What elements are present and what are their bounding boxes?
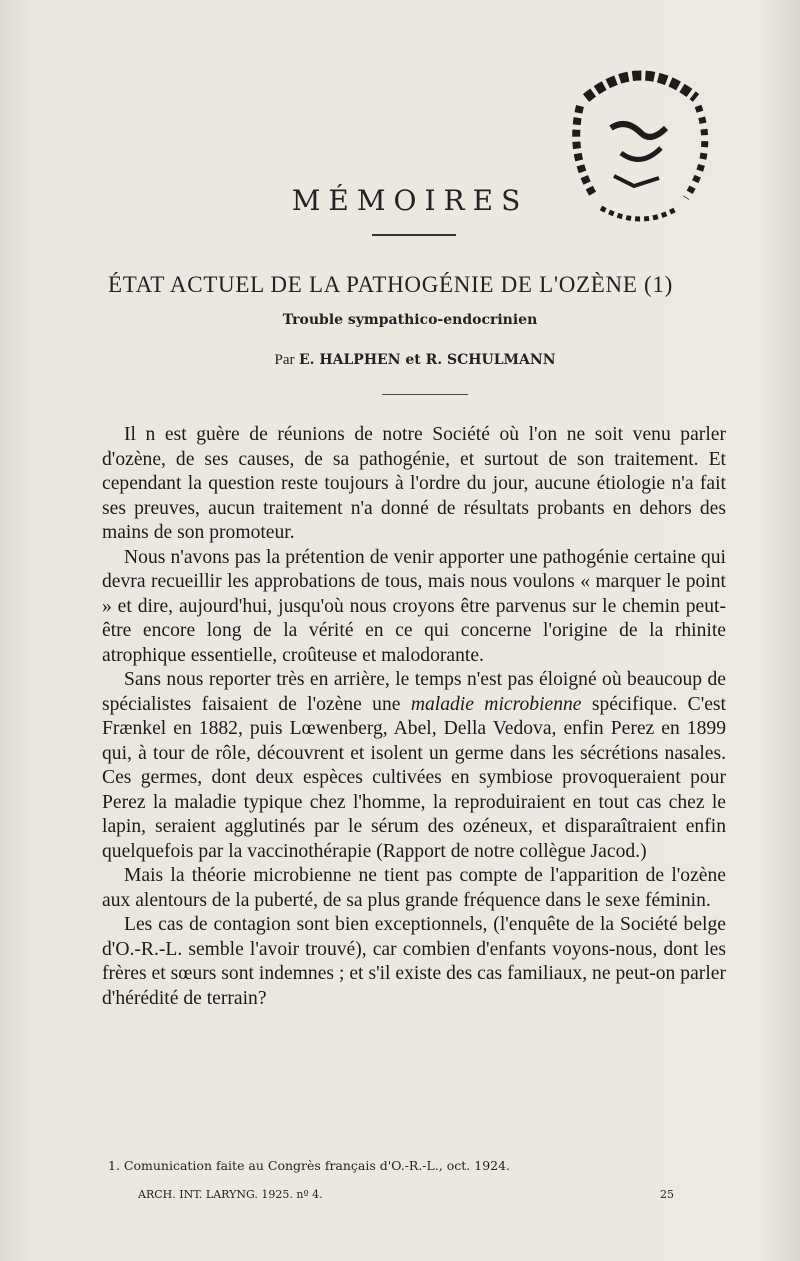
byline-rule (382, 394, 468, 395)
running-footer (138, 1188, 674, 1201)
paragraph: Nous n'avons pas la prétention de venir apporter une pathogénie certaine qui devra recueillir les approbations de tous, mais nous voulons « marquer le point » et dire, aujourd'hui, jusqu'où nous croyons être parvenus sur le chemin peut-être encore long de la vérité en ce qui concerne l'origine de la rhinite atrophique essentielle, croûteuse et malodorante. (102, 546, 726, 666)
article-title: ÉTAT ACTUEL DE LA PATHOGÉNIE DE L'OZÈNE (1) (108, 272, 673, 297)
page-number: 25 (660, 1188, 674, 1201)
paragraph: Mais la théorie microbienne ne tient pas compte de l'apparition de l'ozène aux alentours de la puberté, de sa plus grande fréquence dans le sexe féminin. (102, 865, 726, 911)
paragraph-text: Sans nous reporter très en arrière, le temps n'est pas éloigné où beaucoup de spécialistes faisaient de l'ozène une (102, 669, 726, 715)
author-names: E. HALPHEN et R. SCHULMANN (298, 352, 556, 368)
article-body (102, 423, 726, 1011)
journal-reference: ARCH. INT. LARYNG. 1925. nº 4. (138, 1188, 323, 1201)
byline-par: Par (274, 352, 295, 368)
section-heading: MÉMOIRES (291, 184, 529, 217)
article-subtitle: Trouble sympathico-endocrinien (282, 312, 538, 328)
byline (0, 352, 800, 369)
italic-term: maladie microbienne (410, 693, 582, 715)
paragraph: Les cas de contagion sont bien exceptionnels, (l'enquête de la Société belge d'O.-R.-L. semble l'avoir trouvé), car combien d'enfants voyons-nous, dont les frères et sœurs sont indemnes ; et s'il existe des cas familiaux, ne peut-on parler d'hérédité de terrain? (102, 914, 726, 1009)
paragraph-text: spécifique. C'est Frænkel en 1882, puis Lœwenberg, Abel, Della Vedova, enfin Perez en 1899 qui, à tour de rôle, découvrent et isolent un germe dans les sécrétions nasales. Ces germes, dont deux espèces cultivées en symbiose provoqueraient pour Perez la maladie typique chez l'homme, la reproduiraient en tout cas chez le lapin, seraient agglutinés par le sérum des ozéneux, et disparaîtraient enfin quelquefois par la vaccinothérapie (Rapport de notre collègue Jacod.) (102, 693, 726, 862)
heading-rule (372, 234, 456, 236)
paragraph (102, 668, 726, 864)
paragraph: Il n est guère de réunions de notre Société où l'on ne soit venu parler d'ozène, de ses causes, de sa pathogénie, et surtout de son traitement. Et cependant la question reste toujours à l'ordre du jour, aucune étiologie n'a fait ses preuves, aucun traitement n'a donné de résultats probants en dehors des mains de son promoteur. (102, 424, 726, 543)
footnote: 1. Comunication faite au Congrès français d'O.-R.-L., oct. 1924. (108, 1158, 511, 1173)
